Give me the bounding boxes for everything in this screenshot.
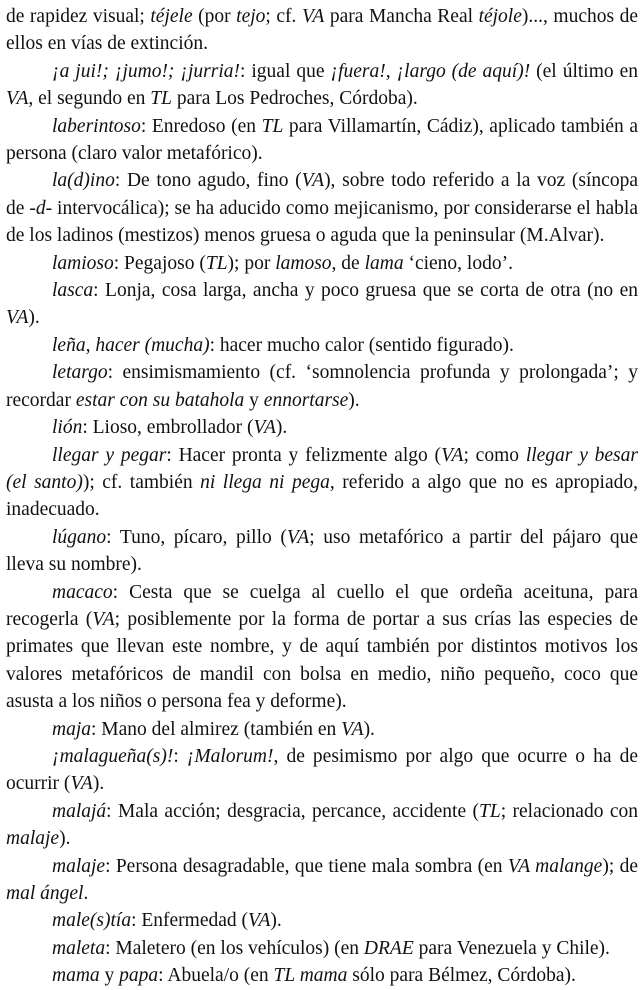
entry-maja — [6, 716, 638, 743]
italic-run: TL mama — [273, 965, 348, 987]
entry-llegar-y-pegar — [6, 442, 638, 524]
text-run: , referido a algo que no es apropiado, inadecuado. — [6, 471, 638, 521]
text-run: y — [244, 389, 264, 411]
italic-run: ni llega ni pega — [200, 471, 330, 493]
italic-run: VA — [70, 773, 93, 795]
text-run: ). — [28, 307, 40, 329]
italic-run: VA — [6, 307, 29, 329]
italic-run: VA — [441, 444, 464, 466]
entry-a-jui — [6, 58, 638, 113]
italic-run: llegar y pegar — [52, 444, 167, 466]
text-run: : Tuno, pícaro, pillo ( — [106, 526, 287, 548]
italic-run: TL — [205, 252, 228, 274]
entry-mama-y-papa — [6, 962, 638, 989]
italic-run: lama — [364, 252, 404, 274]
text-run: : — [173, 745, 187, 767]
text-run: ); por — [227, 252, 276, 274]
text-run: ‘cieno, lodo’. — [403, 252, 513, 274]
text-run: : De tono agudo, fino ( — [114, 170, 302, 192]
italic-run: VA — [6, 88, 29, 110]
italic-run: ¡malagueña(s)! — [52, 745, 174, 767]
italic-run: téjele — [150, 6, 193, 27]
text-run: para Los Pedroches, Córdoba). — [171, 88, 418, 110]
italic-run: malaje — [6, 828, 60, 850]
italic-run: VA — [92, 608, 115, 630]
text-run: : Mala acción; desgracia, percance, accidente ( — [106, 800, 479, 822]
italic-run: ennortarse — [263, 389, 349, 411]
text-run: : Persona desagradable, que tiene mala sombra (en — [105, 855, 508, 877]
italic-run: male(s)tía — [52, 910, 132, 932]
italic-run: papa — [119, 965, 159, 987]
entry-ladino — [6, 167, 638, 249]
text-run: : Cesta que se cuelga al cuello el que ordeña aceituna, para recogerla ( — [6, 581, 638, 630]
italic-run: téjole — [478, 6, 522, 27]
text-run: ); de — [602, 855, 638, 877]
entry-lasca — [6, 277, 638, 332]
italic-run: TL — [150, 88, 172, 110]
italic-run: la(d)ino — [52, 170, 115, 192]
text-run: para Villamartín, Cádiz), aplicado también a persona (claro valor metafórico). — [6, 115, 639, 165]
text-run: : Enredoso (en — [140, 115, 262, 137]
italic-run: ¡fuera!, ¡largo (de aquí)! — [330, 60, 531, 82]
italic-run: -d- — [29, 197, 53, 219]
italic-run: maleta — [52, 937, 106, 959]
text-run: ), sobre todo referido a la voz (síncopa de — [6, 170, 638, 219]
entry-lugano — [6, 524, 638, 579]
text-run: intervocálica); se ha aducido como mejicanismo, por considerarse el habla de los ladinos (mestizos) menos gruesa o aguda que la peninsular (M.Alvar). — [6, 197, 638, 247]
italic-run: VA — [286, 526, 310, 548]
italic-run: VA — [248, 910, 271, 932]
text-run: para Venezuela y Chile). — [413, 937, 610, 959]
entry-malaguenas — [6, 743, 638, 798]
italic-run: laberintoso — [52, 115, 141, 137]
text-run: : igual que — [240, 60, 331, 82]
text-run: ; cf. — [265, 6, 302, 27]
text-run: )..., muchos de ellos en vías de extinción. — [6, 6, 639, 55]
entry-malaja — [6, 798, 638, 853]
italic-run: llegar y besar (el santo) — [6, 444, 638, 493]
text-run: : Abuela/o (en — [158, 965, 274, 987]
italic-run: TL — [479, 800, 501, 822]
italic-run: lamoso — [275, 252, 332, 274]
italic-run: VA — [341, 718, 364, 740]
text-run: ). — [275, 417, 288, 439]
text-run: , el segundo en — [28, 88, 151, 110]
italic-run: mama — [52, 965, 100, 987]
text-run: ). — [270, 910, 282, 932]
entry-letargo — [6, 359, 638, 414]
text-run: : Enfermedad ( — [131, 910, 249, 932]
text-run: . — [83, 883, 89, 904]
text-run: : Hacer pronta y felizmente algo ( — [166, 444, 442, 466]
italic-run: macaco — [52, 581, 113, 603]
text-run: : Maletero (en los vehículos) (en — [105, 937, 364, 959]
entry-malaje — [6, 853, 638, 908]
italic-run: lúgano — [52, 526, 107, 548]
entry-lena-hacer-mucha — [6, 332, 638, 359]
text-run: : Lonja, cosa larga, ancha y poco gruesa que se corta de otra (no en — [93, 280, 638, 302]
italic-run: lión — [52, 417, 83, 439]
italic-run: mal ángel — [6, 883, 84, 904]
entry-lion — [6, 414, 638, 441]
text-run: , de pesimismo por algo que ocurre o ha de ocurrir ( — [6, 745, 638, 795]
text-run: ; uso metafórico a partir del pájaro que lleva su nombre). — [6, 526, 638, 576]
italic-run: estar con su batahola — [75, 389, 245, 411]
text-run: y — [99, 965, 120, 987]
italic-run: malajá — [52, 800, 107, 822]
italic-run: malaje — [52, 855, 106, 877]
italic-run: VA — [253, 417, 276, 439]
text-run: : hacer mucho calor (sentido figurado). — [209, 334, 514, 356]
italic-run: lasca — [52, 280, 94, 302]
italic-run: leña, hacer (mucha) — [52, 334, 210, 356]
italic-run: VA — [301, 6, 325, 27]
entry-lamioso — [6, 250, 638, 277]
text-run: (el último en — [530, 60, 638, 82]
text-run: ). — [92, 773, 105, 795]
text-run: ; relacionado con — [500, 800, 638, 822]
italic-run: lamioso — [52, 252, 114, 274]
text-run: ); cf. también — [82, 471, 201, 493]
entry-macaco — [6, 579, 638, 716]
text-run: ; como — [463, 444, 526, 466]
italic-run: ¡Malorum! — [186, 745, 274, 767]
text-run: : ensimismamiento (cf. ‘somnolencia profunda y prolongada’; y recordar — [6, 362, 638, 411]
text-run: : Pegajoso ( — [113, 252, 206, 274]
entry-laberintoso — [6, 113, 638, 168]
italic-run: letargo — [52, 362, 108, 384]
text-run: (por — [192, 6, 237, 27]
entry-maleta — [6, 935, 638, 962]
italic-run: maja — [52, 718, 91, 740]
entry-continuation — [6, 3, 638, 58]
italic-run: TL — [261, 115, 284, 137]
text-run: : Lioso, embrollador ( — [82, 417, 254, 439]
entry-malestia — [6, 907, 638, 934]
italic-run: DRAE — [363, 937, 414, 959]
text-run: : Mano del almirez (también en — [91, 718, 342, 740]
italic-run: ¡a jui!; ¡jumo!; ¡jurria! — [52, 60, 240, 82]
text-run: ). — [59, 828, 71, 850]
text-run: ). — [348, 389, 360, 411]
text-run: ). — [363, 718, 375, 740]
italic-run: tejo — [236, 6, 266, 27]
text-run: , de — [331, 252, 365, 274]
text-run: sólo para Bélmez, Córdoba). — [347, 965, 576, 987]
italic-run: VA — [301, 170, 325, 192]
text-run: ; posiblemente por la forma de portar a sus crías las especies de primates que llevan este nombre, y de aquí también por distintos motivos los valores metafóricos de mandil con bolsa en medio, niño pequeño, coco que asusta a los niños o persona fea y deforme). — [6, 608, 638, 713]
text-run: de rapidez visual; — [6, 6, 151, 27]
text-run: para Mancha Real — [324, 6, 479, 27]
italic-run: VA malange — [507, 855, 603, 877]
